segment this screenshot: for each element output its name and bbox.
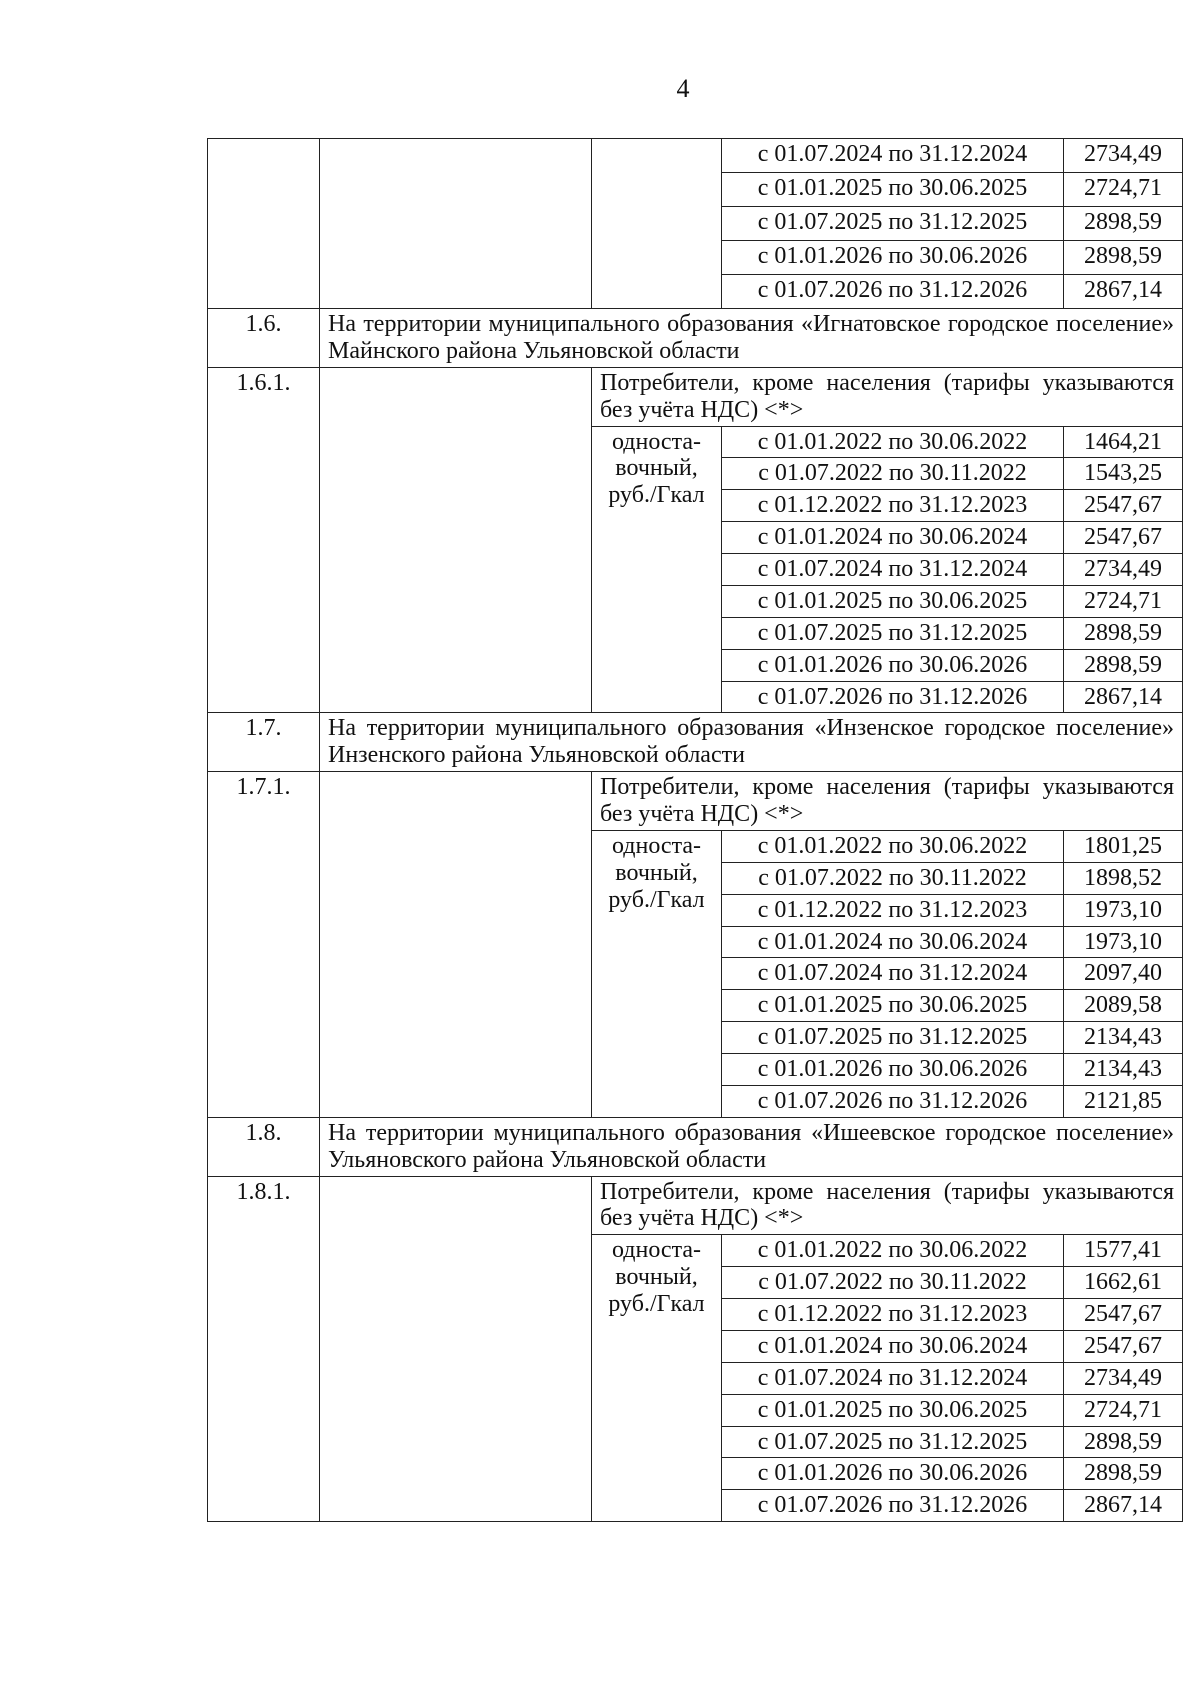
period-cell: с 01.07.2026 по 31.12.2026: [722, 275, 1064, 309]
price-cell: 2898,59: [1064, 1458, 1183, 1490]
consumers-label: Потребители, кроме населения (тарифы указываются без учёта НДС) <*>: [592, 1176, 1183, 1235]
price-cell: 2724,71: [1064, 1394, 1183, 1426]
page-number: 4: [676, 74, 690, 103]
section-number: 1.7.: [208, 713, 320, 772]
consumers-row: [208, 367, 1183, 426]
price-cell: 2734,49: [1064, 139, 1183, 173]
table-row: [208, 139, 1183, 173]
consumers-label: Потребители, кроме населения (тарифы указываются без учёта НДС) <*>: [592, 772, 1183, 831]
price-cell: 2867,14: [1064, 1490, 1183, 1522]
section-title-row: [208, 1117, 1183, 1176]
unit-line: вочный,: [615, 859, 698, 886]
period-cell: с 01.01.2024 по 30.06.2024: [722, 1330, 1064, 1362]
period-cell: с 01.01.2025 по 30.06.2025: [722, 1394, 1064, 1426]
unit-cell: [592, 139, 722, 309]
price-cell: 1577,41: [1064, 1235, 1183, 1267]
period-cell: с 01.01.2026 по 30.06.2026: [722, 649, 1064, 681]
price-cell: 1801,25: [1064, 830, 1183, 862]
price-cell: 2547,67: [1064, 522, 1183, 554]
price-cell: 2898,59: [1064, 241, 1183, 275]
price-cell: 2724,71: [1064, 585, 1183, 617]
section-title: На территории муниципального образования «Игнатовское городское поселение» Майнского района Ульяновской области: [320, 309, 1183, 368]
consumers-row: [208, 1176, 1183, 1235]
price-cell: 2867,14: [1064, 681, 1183, 713]
consumers-label: Потребители, кроме населения (тарифы указываются без учёта НДС) <*>: [592, 367, 1183, 426]
period-cell: с 01.07.2024 по 31.12.2024: [722, 139, 1064, 173]
price-cell: 2898,59: [1064, 617, 1183, 649]
unit-cell: [592, 1235, 722, 1522]
period-cell: с 01.07.2025 по 31.12.2025: [722, 617, 1064, 649]
unit-line: руб./Гкал: [608, 886, 705, 913]
period-cell: с 01.12.2022 по 31.12.2023: [722, 1299, 1064, 1331]
period-cell: с 01.01.2022 по 30.06.2022: [722, 1235, 1064, 1267]
tariff-table-body: [208, 139, 1183, 1522]
period-cell: с 01.07.2026 по 31.12.2026: [722, 681, 1064, 713]
price-cell: 2734,49: [1064, 1362, 1183, 1394]
subsection-number: 1.7.1.: [208, 772, 320, 1118]
subsection-number: 1.8.1.: [208, 1176, 320, 1522]
period-cell: с 01.07.2024 по 31.12.2024: [722, 958, 1064, 990]
section-number: 1.6.: [208, 309, 320, 368]
period-cell: с 01.07.2022 по 30.11.2022: [722, 862, 1064, 894]
period-cell: с 01.01.2025 по 30.06.2025: [722, 990, 1064, 1022]
period-cell: с 01.07.2022 по 30.11.2022: [722, 458, 1064, 490]
tariff-table: [207, 138, 1183, 1522]
section-title-row: [208, 713, 1183, 772]
price-cell: 2867,14: [1064, 275, 1183, 309]
unit-line: односта-: [611, 832, 702, 859]
period-cell: с 01.07.2025 по 31.12.2025: [722, 1426, 1064, 1458]
period-cell: с 01.01.2022 по 30.06.2022: [722, 830, 1064, 862]
unit-cell: [592, 830, 722, 1117]
price-cell: 2134,43: [1064, 1022, 1183, 1054]
period-cell: с 01.07.2022 по 30.11.2022: [722, 1267, 1064, 1299]
number-cell: [208, 139, 320, 309]
period-cell: с 01.01.2026 по 30.06.2026: [722, 241, 1064, 275]
period-cell: с 01.07.2024 по 31.12.2024: [722, 1362, 1064, 1394]
price-cell: 1898,52: [1064, 862, 1183, 894]
period-cell: с 01.07.2024 по 31.12.2024: [722, 554, 1064, 586]
name-cell: [320, 367, 592, 713]
section-number: 1.8.: [208, 1117, 320, 1176]
unit-line: руб./Гкал: [608, 1291, 705, 1317]
period-cell: с 01.01.2024 по 30.06.2024: [722, 926, 1064, 958]
unit-line: односта-: [611, 1237, 702, 1264]
name-cell: [320, 1176, 592, 1522]
price-cell: 2121,85: [1064, 1085, 1183, 1117]
period-cell: с 01.07.2025 по 31.12.2025: [722, 1022, 1064, 1054]
period-cell: с 01.01.2026 по 30.06.2026: [722, 1458, 1064, 1490]
subsection-number: 1.6.1.: [208, 367, 320, 713]
period-cell: с 01.12.2022 по 31.12.2023: [722, 894, 1064, 926]
period-cell: с 01.07.2026 по 31.12.2026: [722, 1490, 1064, 1522]
price-cell: 1973,10: [1064, 894, 1183, 926]
name-cell: [320, 772, 592, 1118]
price-cell: 1464,21: [1064, 426, 1183, 458]
consumers-row: [208, 772, 1183, 831]
period-cell: с 01.12.2022 по 31.12.2023: [722, 490, 1064, 522]
price-cell: 2734,49: [1064, 554, 1183, 586]
price-cell: 2134,43: [1064, 1054, 1183, 1086]
price-cell: 2724,71: [1064, 173, 1183, 207]
price-cell: 1662,61: [1064, 1267, 1183, 1299]
price-cell: 2547,67: [1064, 1330, 1183, 1362]
period-cell: с 01.01.2022 по 30.06.2022: [722, 426, 1064, 458]
price-cell: 2547,67: [1064, 490, 1183, 522]
unit-cell: [592, 426, 722, 713]
price-cell: 1543,25: [1064, 458, 1183, 490]
period-cell: с 01.01.2025 по 30.06.2025: [722, 173, 1064, 207]
name-cell: [320, 139, 592, 309]
price-cell: 2089,58: [1064, 990, 1183, 1022]
period-cell: с 01.07.2026 по 31.12.2026: [722, 1085, 1064, 1117]
period-cell: с 01.01.2024 по 30.06.2024: [722, 522, 1064, 554]
section-title-row: [208, 309, 1183, 368]
section-title: На территории муниципального образования «Инзенское городское поселение» Инзенского района Ульяновской области: [320, 713, 1183, 772]
price-cell: 2898,59: [1064, 649, 1183, 681]
price-cell: 2097,40: [1064, 958, 1183, 990]
period-cell: с 01.01.2025 по 30.06.2025: [722, 585, 1064, 617]
unit-line: руб./Гкал: [608, 482, 705, 509]
price-cell: 1973,10: [1064, 926, 1183, 958]
unit-line: односта-: [611, 428, 702, 455]
period-cell: с 01.07.2025 по 31.12.2025: [722, 207, 1064, 241]
unit-line: вочный,: [615, 455, 698, 482]
price-cell: 2898,59: [1064, 1426, 1183, 1458]
price-cell: 2547,67: [1064, 1299, 1183, 1331]
price-cell: 2898,59: [1064, 207, 1183, 241]
unit-line: вочный,: [615, 1264, 698, 1291]
section-title: На территории муниципального образования «Ишеевское городское поселение» Ульяновского района Ульяновской области: [320, 1117, 1183, 1176]
period-cell: с 01.01.2026 по 30.06.2026: [722, 1054, 1064, 1086]
